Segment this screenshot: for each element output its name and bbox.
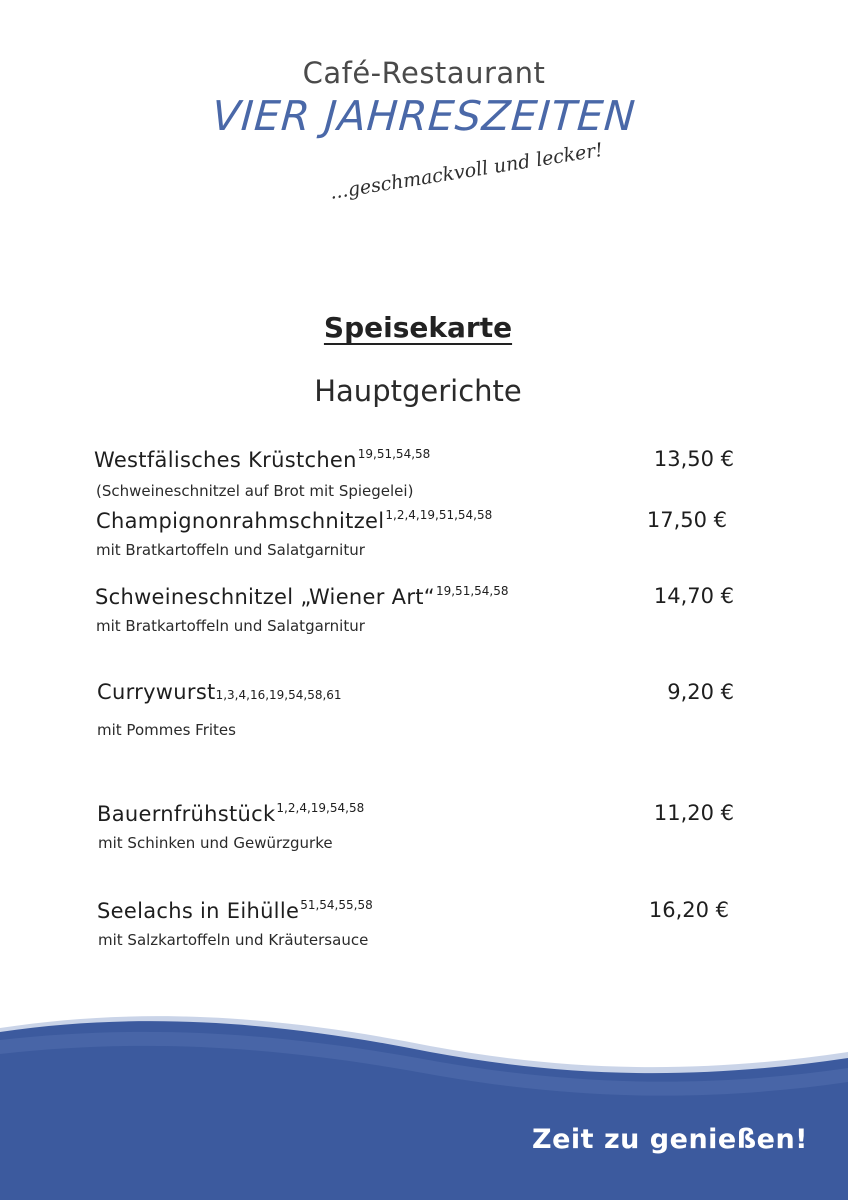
dish-name [97, 801, 364, 826]
dish-name [94, 447, 430, 472]
dish-description: mit Bratkartoffeln und Salatgarnitur [96, 541, 365, 559]
dish-name [97, 680, 342, 704]
restaurant-name-logo: VIER JAHRESZEITEN [210, 92, 638, 140]
dish-allergens: 1,2,4,19,51,54,58 [385, 508, 493, 522]
dish-description: mit Salzkartoffeln und Kräutersauce [98, 931, 369, 949]
dish-description: mit Bratkartoffeln und Salatgarnitur [96, 617, 365, 635]
footer-wave [0, 1000, 848, 1200]
dish-allergens: 51,54,55,58 [300, 898, 373, 912]
dish-name-text: Bauernfrühstück [97, 802, 276, 826]
dish-price: 11,20 € [653, 801, 734, 825]
dish-price: 17,50 € [646, 508, 727, 532]
dish-name [95, 584, 509, 609]
dish-description: mit Pommes Frites [97, 721, 236, 739]
dish-price: 9,20 € [667, 680, 734, 704]
section-title: Hauptgerichte [314, 374, 522, 408]
restaurant-subtitle: Café-Restaurant [302, 56, 546, 90]
dish-allergens: 19,51,54,58 [357, 447, 431, 461]
dish-price: 16,20 € [648, 898, 729, 922]
footer-slogan: Zeit zu genießen! [532, 1124, 808, 1155]
dish-allergens: 1,2,4,19,54,58 [276, 801, 365, 815]
menu-title: Speisekarte [323, 311, 513, 344]
dish-price: 13,50 € [653, 447, 734, 471]
dish-name-text: Currywurst [97, 680, 216, 704]
dish-name-text: Schweineschnitzel „Wiener Art“ [95, 585, 435, 609]
dish-name-text: Westfälisches Krüstchen [94, 448, 357, 472]
dish-allergens: 1,3,4,16,19,54,58,61 [215, 688, 342, 702]
dish-description: mit Schinken und Gewürzgurke [98, 834, 333, 852]
dish-name-text: Champignonrahmschnitzel [96, 509, 385, 533]
dish-name-text: Seelachs in Eihülle [97, 899, 300, 923]
dish-name [97, 898, 373, 923]
dish-name [96, 508, 492, 533]
dish-description: (Schweineschnitzel auf Brot mit Spiegelei) [96, 482, 414, 500]
dish-price: 14,70 € [653, 584, 734, 608]
dish-allergens: 19,51,54,58 [435, 584, 509, 598]
tagline: ...geschmackvoll und lecker! [328, 138, 605, 204]
